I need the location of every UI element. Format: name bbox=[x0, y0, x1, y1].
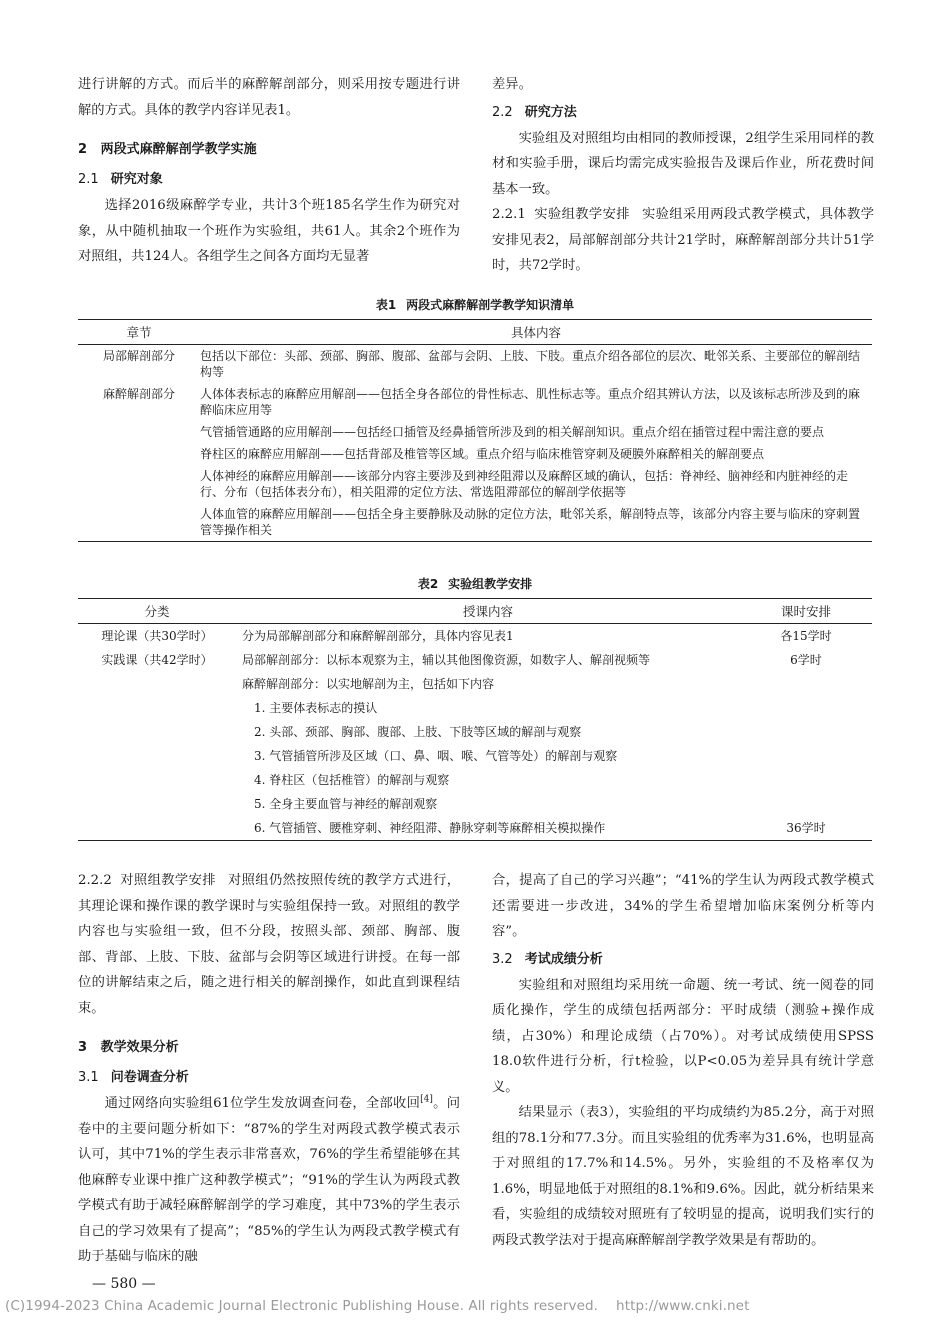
subsection-heading-3-1 bbox=[78, 1065, 460, 1091]
subsection-number: 2.1 bbox=[78, 172, 99, 187]
table-cell bbox=[740, 720, 872, 744]
table-cell: 气管插管通路的应用解剖——包括经口插管及经鼻插管所涉及到的相关解剖知识。重点介绍在插管过程中需注意的要点 bbox=[200, 425, 825, 439]
paragraph-continuation: 合，提高了自己的学习兴趣”；“41%的学生认为两段式教学模式还需要进一步改进，34%的学生希望增加临床案例分析等内容”。 bbox=[492, 873, 874, 939]
section-title: 教学效果分析 bbox=[100, 1040, 179, 1055]
table-1 bbox=[78, 296, 872, 542]
subsection-heading-3-2 bbox=[492, 947, 874, 973]
column-bottom-left bbox=[78, 868, 460, 1270]
subsection-number: 2.2 bbox=[492, 104, 513, 120]
table-1-caption-title: 两段式麻醉解剖学教学知识清单 bbox=[406, 298, 575, 312]
table-cell bbox=[78, 672, 236, 696]
table-2-grid bbox=[78, 598, 872, 841]
table-cell bbox=[78, 816, 236, 841]
paragraph-exam-results: 结果显示（表3），实验组的平均成绩约为85.2分，高于对照组的78.1分和77.3分。而且实验组的优秀率为31.6%，也明显高于对照组的17.7%和14.5%。另外，实验组的不及格率仅为1.6%，明显地低于对照组的8.1%和9.6%。因此，就分析结果来看，实验组的成绩较对照班有了较明显的提高，说明我们实行的两段式教学法对于提高麻醉解剖学教学效果是有帮助的。 bbox=[492, 1105, 874, 1248]
table-header-cell: 章节 bbox=[78, 320, 200, 345]
table-row bbox=[78, 624, 872, 649]
section-heading-3 bbox=[78, 1035, 460, 1061]
table-row bbox=[78, 383, 872, 421]
subsection-title: 问卷调查分析 bbox=[110, 1070, 189, 1085]
table-row bbox=[78, 443, 872, 465]
table-cell: 局部解剖部分：以标本观察为主，辅以其他图像资源，如数字人、解剖视频等 bbox=[242, 653, 651, 667]
column-top-right bbox=[492, 72, 874, 279]
paragraph-questionnaire bbox=[78, 1091, 460, 1270]
subsubsection-2-2-1 bbox=[492, 202, 874, 279]
table-1-caption bbox=[78, 296, 872, 313]
table-cell bbox=[78, 744, 236, 768]
table-cell: 局部解剖部分 bbox=[102, 349, 175, 363]
table-row bbox=[78, 648, 872, 672]
subsubsection-2-2-2 bbox=[78, 868, 460, 1021]
paragraph-intro-end: 进行讲解的方式。而后半的麻醉解剖部分，则采用按专题进行讲解的方式。具体的教学内容详见表1。 bbox=[78, 77, 460, 118]
paragraph-continuation: 差异。 bbox=[492, 77, 532, 92]
table-cell: 3. 气管插管所涉及区域（口、鼻、咽、喉、气管等处）的解剖与观察 bbox=[254, 749, 618, 763]
paragraph-text: 通过网络向实验组61位学生发放调查问卷，全部收回 bbox=[104, 1096, 421, 1111]
page-number: — 580 — bbox=[92, 1276, 156, 1292]
table-cell bbox=[78, 443, 200, 465]
subsubsection-text: 实验组采用两段式教学模式，具体教学安排见表2，局部解剖部分共计21学时，麻醉解剖部分共计51学时，共72学时。 bbox=[492, 207, 875, 273]
citation-ref: [4] bbox=[420, 1094, 433, 1105]
subsubsection-text: 对照组仍然按照传统的教学方式进行，其理论课和操作课的教学课时与实验组保持一致。对照组的教学内容也与实验组一致，但不分段，按照头部、颈部、胸部、腹部、背部、上肢、下肢、盆部与会阴等区域进行讲授。在每一部位的讲解结束之后，随之进行相关的解剖操作，如此直到课程结束。 bbox=[78, 873, 461, 1016]
table-cell: 6学时 bbox=[790, 653, 822, 667]
table-cell bbox=[740, 768, 872, 792]
subsection-heading-2-1 bbox=[78, 167, 460, 193]
subsection-number: 3.1 bbox=[78, 1070, 99, 1085]
table-cell bbox=[78, 421, 200, 443]
table-cell: 包括以下部位：头部、颈部、胸部、腹部、盆部与会阴、上肢、下肢。重点介绍各部位的层次、毗邻关系、主要部位的解剖结构等 bbox=[200, 349, 861, 379]
table-cell: 麻醉解剖部分 bbox=[102, 387, 175, 401]
copyright-text: (C)1994-2023 China Academic Journal Electronic Publishing House. All rights reserved. bbox=[5, 1298, 599, 1314]
table-cell bbox=[78, 720, 236, 744]
table-cell: 麻醉解剖部分：以实地解剖为主，包括如下内容 bbox=[242, 677, 495, 691]
table-cell bbox=[78, 696, 236, 720]
table-cell: 实践课（共42学时） bbox=[101, 653, 213, 667]
table-cell: 分为局部解剖部分和麻醉解剖部分，具体内容见表1 bbox=[242, 629, 514, 643]
table-cell: 6. 气管插管、腰椎穿刺、神经阻滞、静脉穿刺等麻醉相关模拟操作 bbox=[236, 816, 740, 841]
table-cell: 人体血管的麻醉应用解剖——包括全身主要静脉及动脉的定位方法，毗邻关系，解剖特点等，该部分内容主要与临床的穿刺置管等操作相关 bbox=[200, 503, 872, 542]
table-row bbox=[78, 792, 872, 816]
paragraph-text: 。问卷中的主要问题分析如下：“87%的学生对两段式教学模式表示认可，其中71%的学生表示非常喜欢，76%的学生希望能够在其他麻醉专业课中推广这种教学模式”；“91%的学生认为两段式教学模式有助于减轻麻醉解剖学的学习难度，其中73%的学生表示自己的学习效果有了提高”；“85%的学生认为两段式教学模式有助于基础与临床的融 bbox=[78, 1096, 460, 1264]
table-cell: 人体神经的麻醉应用解剖——该部分内容主要涉及到神经阻滞以及麻醉区域的确认，包括：脊神经、脑神经和内脏神经的走行、分布（包括体表分布），相关阻滞的定位方法、常选阻滞部位的解剖学依据等 bbox=[200, 469, 849, 499]
website-link[interactable]: http://www.cnki.net bbox=[616, 1298, 750, 1314]
table-1-caption-number: 表1 bbox=[375, 298, 397, 312]
subsection-title: 考试成绩分析 bbox=[524, 951, 603, 967]
table-row bbox=[78, 768, 872, 792]
table-cell bbox=[740, 672, 872, 696]
table-row bbox=[78, 744, 872, 768]
table-2-caption bbox=[78, 575, 872, 592]
table-row bbox=[78, 720, 872, 744]
table-row bbox=[78, 816, 872, 841]
table-header-cell: 授课内容 bbox=[236, 599, 740, 624]
table-header-cell: 分类 bbox=[78, 599, 236, 624]
table-row bbox=[78, 696, 872, 720]
subsection-title: 研究对象 bbox=[110, 172, 163, 187]
table-2-caption-title: 实验组教学安排 bbox=[448, 577, 533, 591]
table-cell bbox=[78, 465, 200, 503]
table-cell bbox=[78, 768, 236, 792]
table-2-caption-number: 表2 bbox=[417, 577, 439, 591]
table-2 bbox=[78, 575, 872, 841]
table-cell bbox=[78, 503, 200, 542]
table-row bbox=[78, 421, 872, 443]
subsubsection-number: 2.2.1 bbox=[492, 207, 526, 222]
table-header-cell: 具体内容 bbox=[200, 320, 872, 345]
table-row bbox=[78, 672, 872, 696]
table-cell bbox=[78, 792, 236, 816]
paragraph-research-subjects: 选择2016级麻醉学专业，共计3个班185名学生作为研究对象，从中随机抽取一个班作为实验组，共61人。其余2个班作为对照组，共124人。各组学生之间各方面均无显著 bbox=[78, 198, 460, 264]
section-title: 两段式麻醉解剖学教学实施 bbox=[100, 142, 257, 157]
column-bottom-right bbox=[492, 868, 874, 1253]
table-cell bbox=[740, 744, 872, 768]
table-header-cell: 课时安排 bbox=[740, 599, 872, 624]
table-cell: 1. 主要体表标志的摸认 bbox=[254, 701, 378, 715]
subsubsection-title: 对照组教学安排 bbox=[119, 873, 216, 888]
section-number: 2 bbox=[78, 142, 88, 157]
table-cell bbox=[740, 696, 872, 720]
table-cell: 5. 全身主要血管与神经的解剖观察 bbox=[254, 797, 438, 811]
subsubsection-number: 2.2.2 bbox=[78, 873, 112, 888]
table-1-grid bbox=[78, 319, 872, 542]
table-cell bbox=[740, 792, 872, 816]
copyright-footer bbox=[5, 1298, 749, 1314]
table-cell: 36学时 bbox=[740, 816, 872, 841]
table-cell: 理论课（共30学时） bbox=[101, 629, 213, 643]
subsection-number: 3.2 bbox=[492, 951, 513, 967]
paragraph-research-method: 实验组及对照组均由相同的教师授课，2组学生采用同样的教材和实验手册，课后均需完成实验报告及课后作业，所花费时间基本一致。 bbox=[492, 130, 874, 197]
table-row bbox=[78, 465, 872, 503]
paragraph-exam-method: 实验组和对照组均采用统一命题、统一考试、统一阅卷的同质化操作，学生的成绩包括两部分：平时成绩（测验+操作成绩，占30%）和理论成绩（占70%）。对考试成绩使用SPSS 18.0软件进行分析，行t检验，以P<0.05为差异具有统计学意义。 bbox=[492, 977, 874, 1095]
column-top-left bbox=[78, 72, 460, 270]
section-heading-2 bbox=[78, 137, 460, 163]
table-row bbox=[78, 503, 872, 542]
table-cell: 人体体表标志的麻醉应用解剖——包括全身各部位的骨性标志、肌性标志等。重点介绍其辨认方法，以及该标志所涉及到的麻醉临床应用等 bbox=[200, 387, 861, 417]
table-row bbox=[78, 345, 872, 384]
subsubsection-title: 实验组教学安排 bbox=[533, 207, 630, 222]
table-cell: 各15学时 bbox=[780, 629, 832, 643]
subsection-heading-2-2 bbox=[492, 100, 874, 126]
table-cell: 4. 脊柱区（包括椎管）的解剖与观察 bbox=[254, 773, 450, 787]
section-number: 3 bbox=[78, 1040, 88, 1055]
subsection-title: 研究方法 bbox=[524, 104, 577, 120]
table-cell: 2. 头部、颈部、胸部、腹部、上肢、下肢等区域的解剖与观察 bbox=[254, 725, 582, 739]
table-cell: 脊柱区的麻醉应用解剖——包括背部及椎管等区域。重点介绍与临床椎管穿刺及硬膜外麻醉相关的解剖要点 bbox=[200, 447, 765, 461]
